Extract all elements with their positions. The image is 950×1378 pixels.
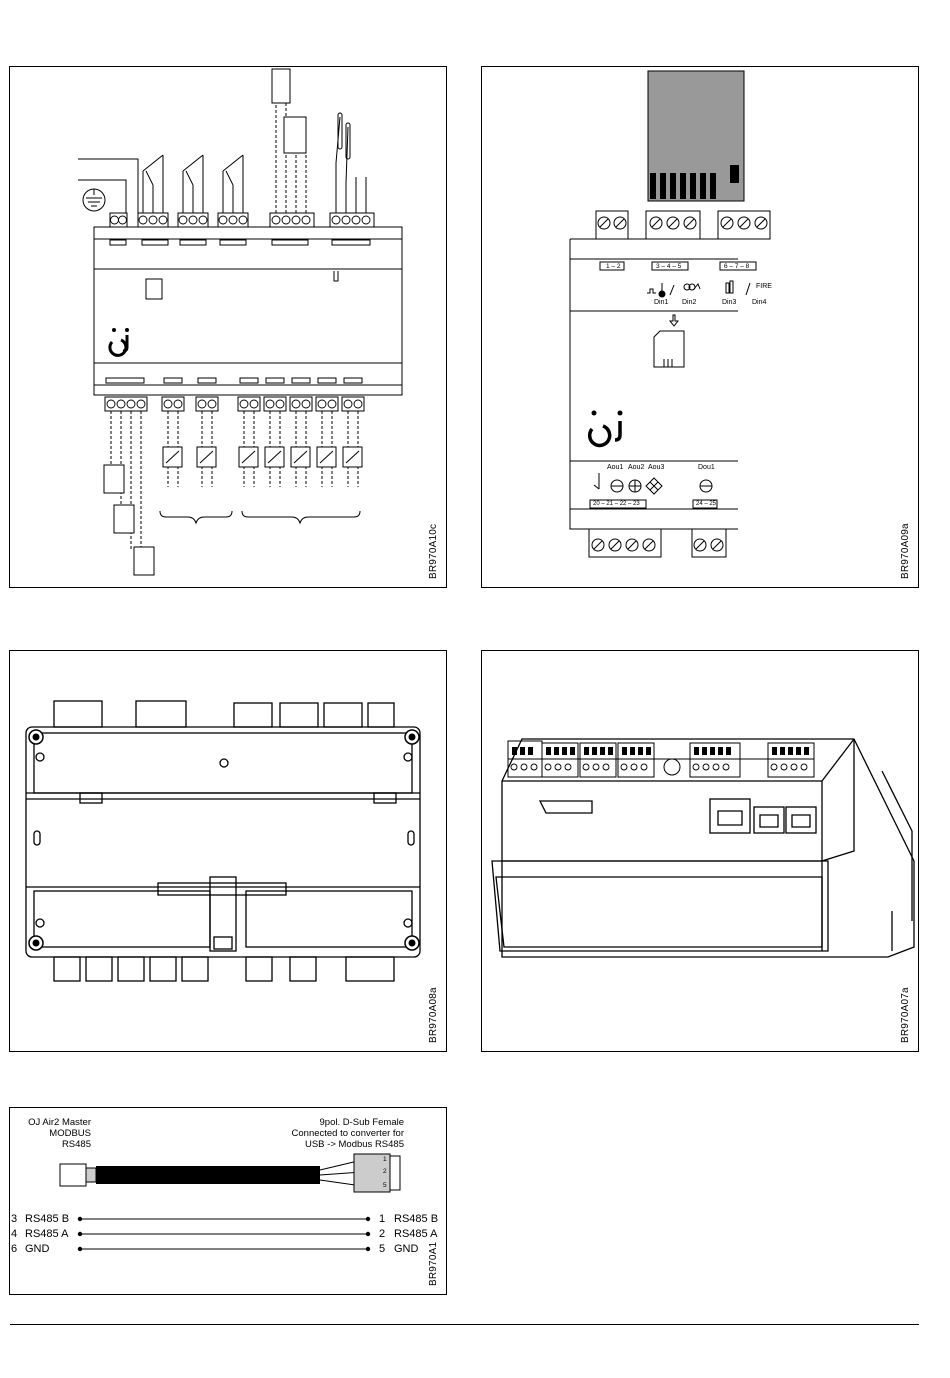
wiring-diagram-panel [9, 66, 447, 588]
isometric-view-drawing [482, 651, 919, 1052]
footer-rule [10, 1324, 919, 1325]
isometric-view-panel [481, 650, 919, 1052]
isometric-view-ref: BR970A07a [900, 987, 911, 1043]
cable-left-title-1: OJ Air2 Master [28, 1117, 91, 1128]
output-label-aou2: Aou2 [628, 464, 645, 471]
input-label-din3: Din3 [722, 299, 737, 306]
cable-right-title-3: USB -> Modbus RS485 [304, 1139, 404, 1150]
left-name-row-2: RS485 A [25, 1228, 69, 1240]
right-pin-row-2: 2 [379, 1228, 386, 1240]
output-label-aou1: Aou1 [607, 464, 624, 471]
left-pin-row-1: 3 [11, 1213, 18, 1225]
cable-left-title-2: MODBUS [49, 1128, 91, 1139]
left-pin-row-3: 6 [11, 1243, 18, 1255]
cable-panel [9, 1107, 447, 1295]
connector-pin-1: 1 [383, 1156, 387, 1163]
top-view-drawing [10, 651, 447, 1052]
wiring-diagram-drawing [10, 67, 447, 588]
terminal-layout-drawing [482, 67, 919, 588]
cable-ref: BR970A1 [428, 1241, 439, 1286]
input-label-din1: Din1 [654, 299, 669, 306]
terminal-layout-panel [481, 66, 919, 588]
output-label-aou3: Aou3 [648, 464, 665, 471]
top-view-ref: BR970A08a [428, 987, 439, 1043]
cable-right-title-2: Connected to converter for [291, 1128, 404, 1139]
cable-right-title-1: 9pol. D-Sub Female [319, 1117, 404, 1128]
wiring-diagram-ref: BR970A10c [428, 523, 439, 579]
right-name-row-1: RS485 B [394, 1213, 439, 1225]
input-label-din2: Din2 [682, 299, 697, 306]
input-label-din4: Din4 [752, 299, 767, 306]
right-name-row-2: RS485 A [394, 1228, 438, 1240]
left-pin-row-2: 4 [11, 1228, 18, 1240]
connector-pin-2: 2 [383, 1168, 387, 1175]
fire-label: FIRE [756, 283, 772, 290]
connector-pin-5: 5 [383, 1182, 387, 1189]
terminal-group-top-3: 6 – 7 – 8 [724, 263, 750, 270]
terminal-group-top-2: 3 – 4 – 5 [656, 263, 682, 270]
output-label-dou1: Dou1 [698, 464, 715, 471]
left-name-row-3: GND [25, 1243, 50, 1255]
right-name-row-3: GND [394, 1243, 419, 1255]
terminal-group-top-1: 1 – 2 [606, 263, 621, 270]
left-name-row-1: RS485 B [25, 1213, 70, 1225]
cable-left-title-3: RS485 [61, 1139, 91, 1150]
right-pin-row-3: 5 [379, 1243, 386, 1255]
terminal-layout-ref: BR970A09a [900, 523, 911, 579]
right-pin-row-1: 1 [379, 1213, 386, 1225]
top-view-panel [9, 650, 447, 1052]
terminal-group-bottom-2: 24 – 25 [696, 501, 717, 507]
terminal-group-bottom-1: 20 – 21 – 22 – 23 [593, 501, 640, 507]
